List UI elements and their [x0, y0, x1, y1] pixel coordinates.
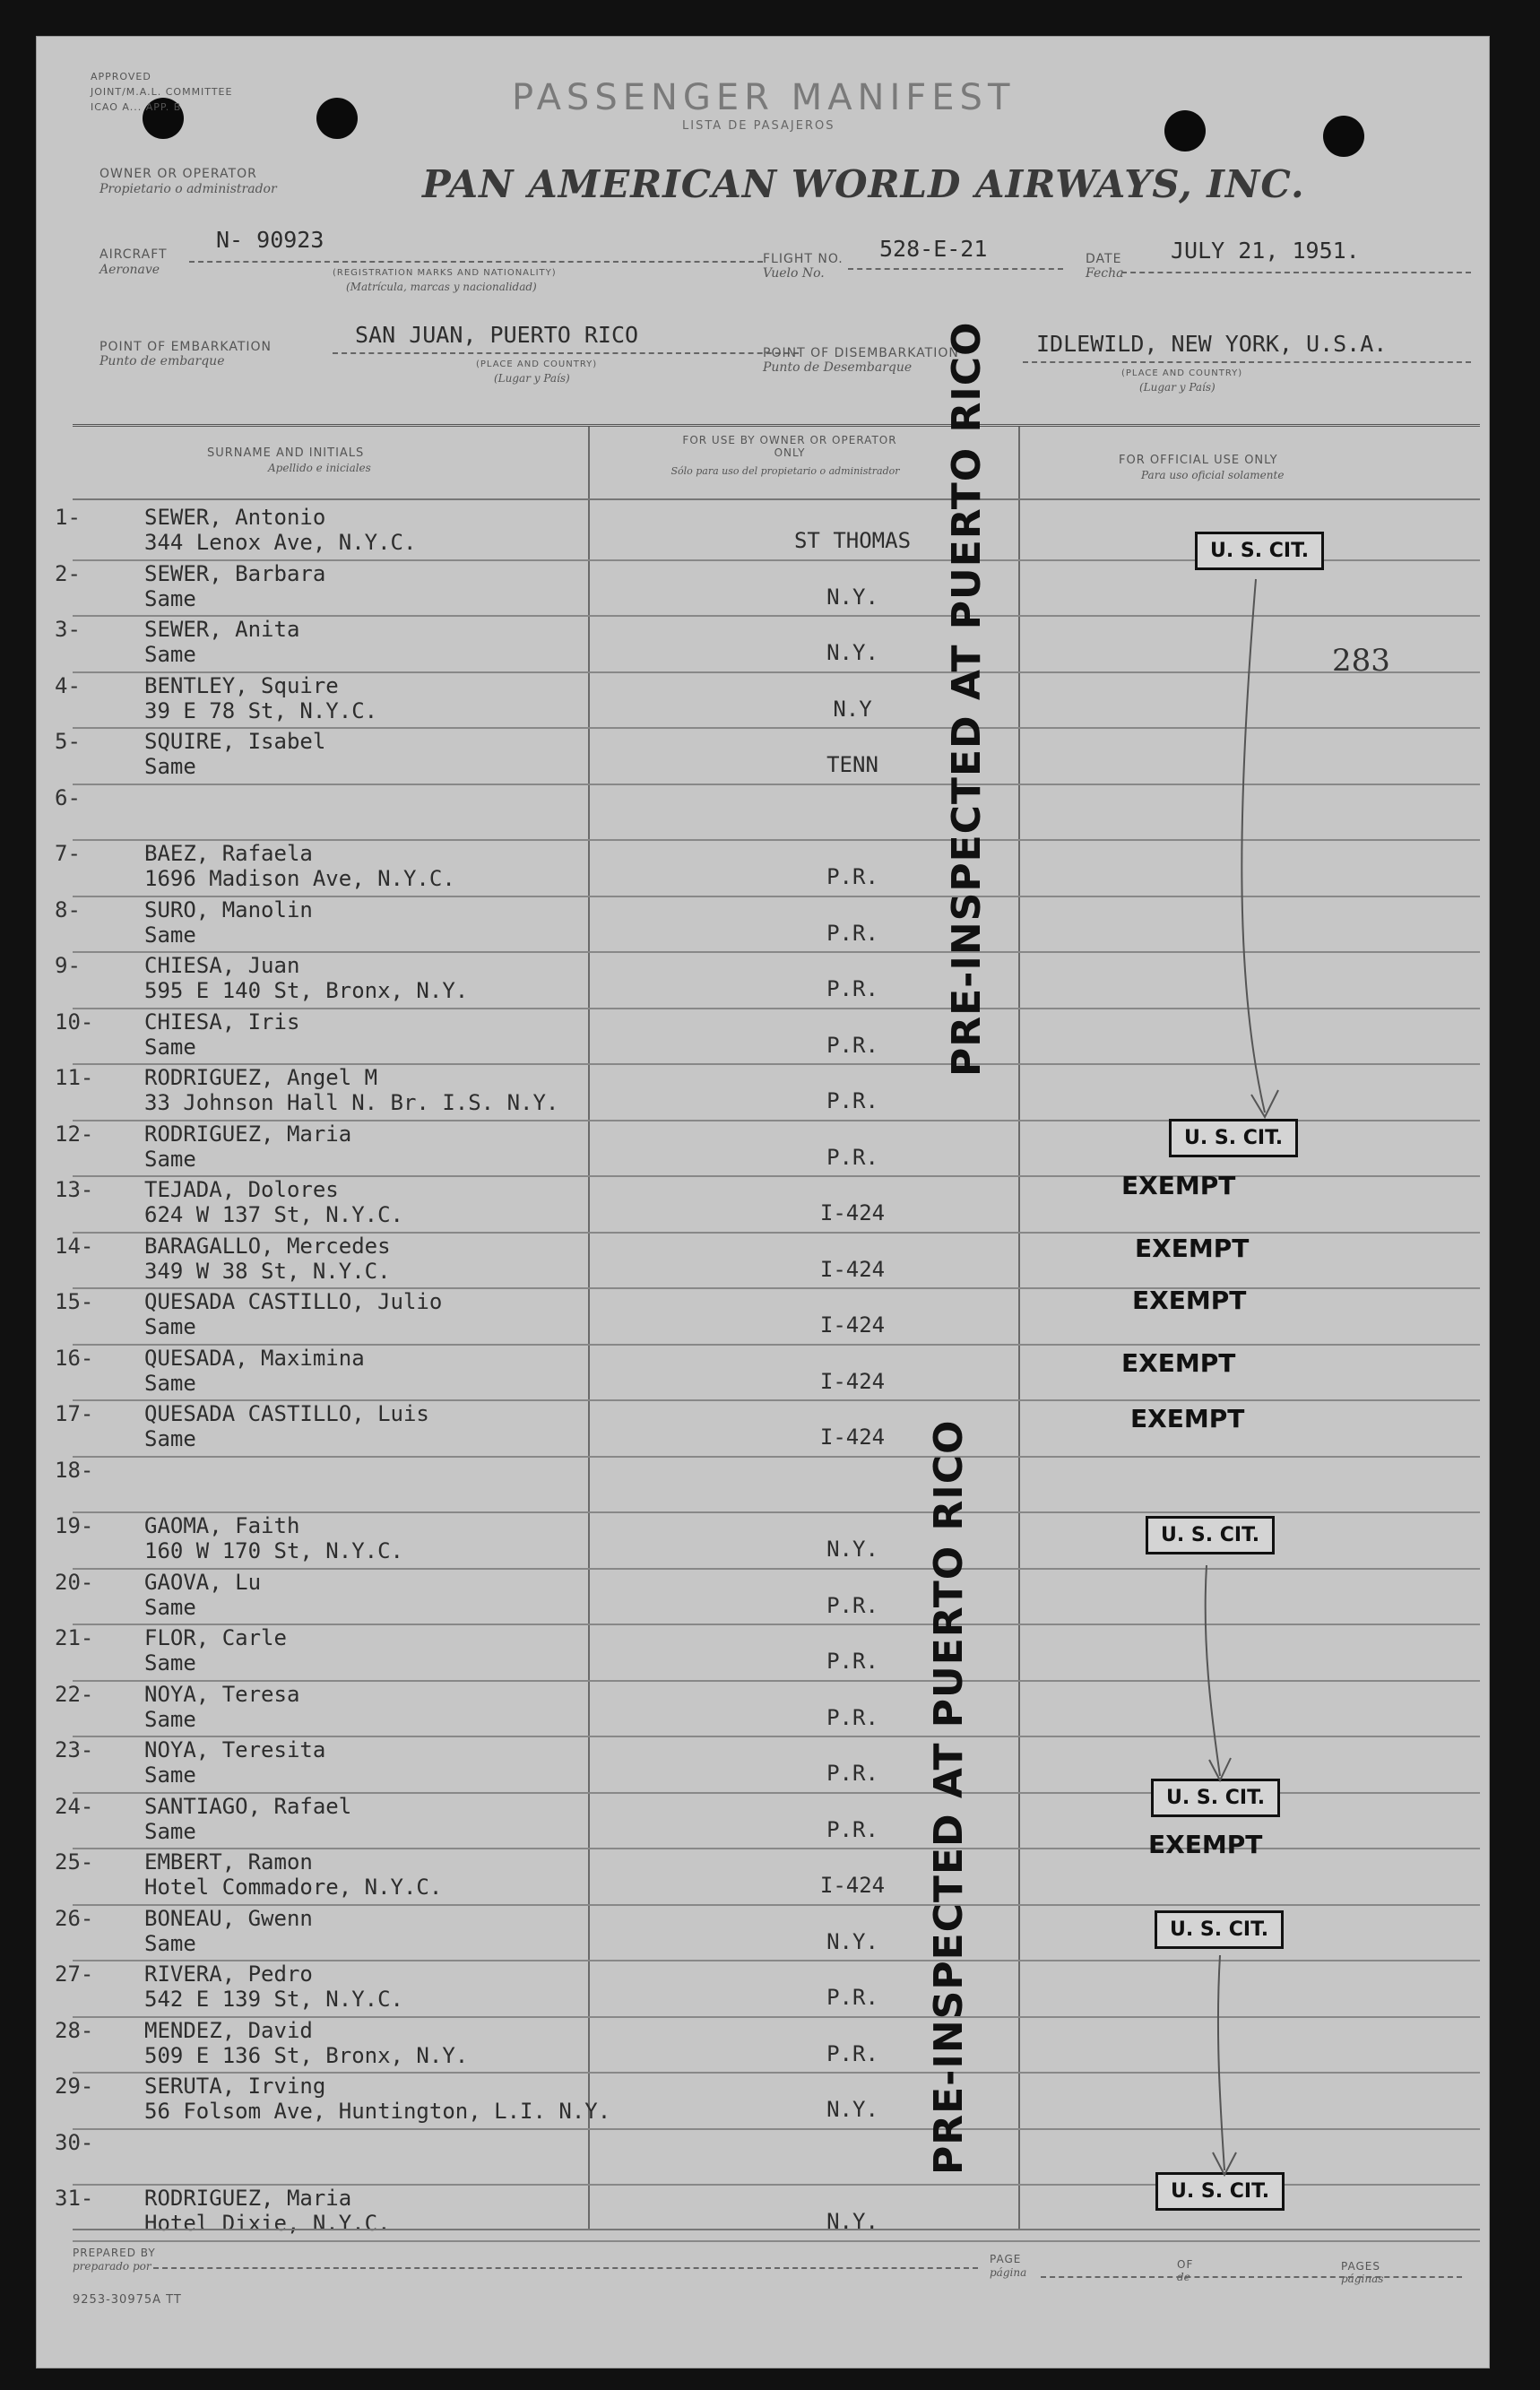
owner-label-es: Propietario o administrador — [99, 182, 277, 196]
passenger-address: Same — [144, 754, 196, 779]
arrow-line — [1193, 1951, 1265, 2179]
us-cit-stamp: U. S. CIT. — [1151, 1779, 1280, 1817]
embark-place-label: (PLACE AND COUNTRY) — [476, 359, 598, 369]
passenger-address: 1696 Madison Ave, N.Y.C. — [144, 866, 455, 891]
count-note: 283 — [1332, 643, 1390, 679]
exempt-stamp: EXEMPT — [1121, 1348, 1236, 1378]
date-label-es: Fecha — [1086, 266, 1124, 281]
aircraft-value: N- 90923 — [216, 227, 324, 253]
passenger-address: 344 Lenox Ave, N.Y.C. — [144, 530, 417, 555]
manifest-sheet — [36, 36, 1490, 2368]
passenger-name: CHIESA, Juan — [144, 953, 300, 978]
punch-hole — [316, 98, 358, 139]
passenger-number: 9- — [55, 953, 81, 978]
passenger-number: 16- — [55, 1345, 94, 1371]
footer-rule — [73, 2229, 1480, 2230]
passenger-destination: N.Y. — [826, 2209, 878, 2234]
disembark-place-label: (PLACE AND COUNTRY) — [1121, 368, 1243, 378]
column-header-owner-es: Sólo para uso del propietario o administrador — [671, 465, 900, 477]
passenger-destination: P.R. — [826, 1761, 878, 1786]
passenger-number: 23- — [55, 1737, 94, 1762]
of-label-es: de — [1177, 2271, 1190, 2283]
passenger-address: Same — [144, 1818, 196, 1844]
passenger-destination: I-424 — [819, 1312, 886, 1338]
passenger-destination: N.Y. — [826, 1928, 878, 1954]
passenger-number: 4- — [55, 672, 81, 698]
passenger-address: 624 W 137 St, N.Y.C. — [144, 1202, 403, 1227]
airline-name: PAN AMERICAN WORLD AIRWAYS, INC. — [422, 162, 1305, 206]
passenger-destination: I-424 — [819, 1873, 886, 1898]
passenger-name: QUESADA, Maximina — [144, 1345, 365, 1371]
exempt-stamp: EXEMPT — [1148, 1830, 1263, 1859]
manifest-subtitle: LISTA DE PASAJEROS — [682, 119, 835, 133]
passenger-address: Same — [144, 1594, 196, 1620]
passenger-name: RODRIGUEZ, Maria — [144, 1121, 352, 1147]
passenger-number: 29- — [55, 2074, 94, 2099]
passenger-number: 11- — [55, 1065, 94, 1090]
passenger-name: RODRIGUEZ, Angel M — [144, 1065, 378, 1090]
column-header-names-es: Apellido e iniciales — [268, 462, 371, 474]
owner-label: OWNER OR OPERATOR — [99, 167, 257, 181]
passenger-name: GAOVA, Lu — [144, 1569, 262, 1595]
disembark-underline — [1023, 361, 1471, 363]
date-underline — [1121, 272, 1471, 273]
passenger-destination: I-424 — [819, 1368, 886, 1394]
passenger-address: Same — [144, 1706, 196, 1732]
passenger-destination: N.Y — [833, 696, 872, 722]
passenger-destination: N.Y. — [826, 2097, 878, 2122]
passenger-number: 30- — [55, 2129, 94, 2155]
column-header-official: FOR OFFICIAL USE ONLY — [1119, 454, 1278, 467]
passenger-destination: I-424 — [819, 1200, 886, 1225]
passenger-name: SEWER, Barbara — [144, 560, 326, 586]
approved-note-committee: JOINT/M.A.L. COMMITTEE — [91, 86, 233, 98]
embark-place-label-es: (Lugar y País) — [494, 372, 570, 385]
embark-underline — [333, 352, 799, 354]
flight-value: 528-E-21 — [879, 236, 988, 262]
passenger-name: TEJADA, Dolores — [144, 1177, 339, 1202]
passenger-name: BONEAU, Gwenn — [144, 1905, 313, 1931]
passenger-name: QUESADA CASTILLO, Luis — [144, 1401, 429, 1426]
table-top-rule — [73, 424, 1480, 427]
passenger-name: RODRIGUEZ, Maria — [144, 2186, 352, 2211]
punch-hole — [1164, 110, 1206, 152]
page-label: PAGE — [990, 2253, 1022, 2265]
passenger-destination: I-424 — [819, 1256, 886, 1282]
passenger-destination: P.R. — [826, 2040, 878, 2066]
passenger-address: Same — [144, 585, 196, 611]
passenger-number: 1- — [55, 505, 81, 530]
passenger-destination: P.R. — [826, 1649, 878, 1674]
passenger-number: 5- — [55, 729, 81, 754]
passenger-name: QUESADA CASTILLO, Julio — [144, 1289, 443, 1314]
passenger-destination: N.Y. — [826, 1537, 878, 1562]
passenger-number: 28- — [55, 2017, 94, 2043]
of-label: OF — [1177, 2258, 1194, 2271]
passenger-destination: P.R. — [826, 976, 878, 1001]
passenger-number: 14- — [55, 1233, 94, 1259]
prepared-underline — [153, 2267, 978, 2269]
passenger-number: 12- — [55, 1121, 94, 1147]
passenger-name: SERUTA, Irving — [144, 2074, 326, 2099]
row-divider — [73, 1568, 1480, 1570]
exempt-stamp: EXEMPT — [1121, 1171, 1236, 1200]
passenger-address: Same — [144, 1930, 196, 1956]
embark-value: SAN JUAN, PUERTO RICO — [355, 322, 639, 348]
flight-label: FLIGHT NO. — [763, 252, 844, 266]
passenger-address: 595 E 140 St, Bronx, N.Y. — [144, 978, 469, 1003]
passenger-number: 6- — [55, 784, 81, 810]
exempt-stamp: EXEMPT — [1135, 1234, 1250, 1263]
registration-label: (REGISTRATION MARKS AND NATIONALITY) — [333, 268, 557, 278]
us-cit-stamp: U. S. CIT. — [1155, 1910, 1284, 1949]
passenger-name: MENDEZ, David — [144, 2017, 313, 2043]
embark-label-es: Punto de embarque — [99, 354, 225, 368]
passenger-destination: P.R. — [826, 920, 878, 946]
passenger-address: Same — [144, 1426, 196, 1451]
passenger-name: FLOR, Carle — [144, 1625, 287, 1650]
passenger-name: GAOMA, Faith — [144, 1513, 300, 1538]
passenger-name: SURO, Manolin — [144, 896, 313, 922]
pages-label: PAGES — [1341, 2260, 1380, 2273]
passenger-number: 10- — [55, 1009, 94, 1035]
passenger-address: Same — [144, 1034, 196, 1060]
passenger-address: 33 Johnson Hall N. Br. I.S. N.Y. — [144, 1090, 559, 1115]
punch-hole — [1323, 116, 1364, 157]
column-header-owner: FOR USE BY OWNER OR OPERATOR ONLY — [682, 434, 897, 459]
passenger-address: 39 E 78 St, N.Y.C. — [144, 697, 378, 723]
passenger-name: RIVERA, Pedro — [144, 1961, 313, 1987]
passenger-destination: P.R. — [826, 1816, 878, 1842]
preinspected-stamp: PRE-INSPECTED AT PUERTO RICO — [944, 321, 990, 1077]
passenger-number: 18- — [55, 1457, 94, 1483]
flight-label-es: Vuelo No. — [763, 266, 825, 281]
passenger-destination: N.Y. — [826, 584, 878, 610]
embark-label: POINT OF EMBARKATION — [99, 340, 273, 354]
passenger-destination: P.R. — [826, 1144, 878, 1170]
flight-underline — [848, 268, 1063, 270]
us-cit-stamp: U. S. CIT. — [1169, 1119, 1298, 1157]
passenger-name: BARAGALLO, Mercedes — [144, 1233, 391, 1259]
prepared-label-es: preparado por — [73, 2260, 151, 2273]
passenger-destination: N.Y. — [826, 640, 878, 665]
passenger-number: 25- — [55, 1849, 94, 1875]
aircraft-label: AIRCRAFT — [99, 247, 168, 262]
approved-note-icao: ICAO A... APP. B — [91, 101, 182, 113]
passenger-destination: P.R. — [826, 1985, 878, 2010]
passenger-address: 542 E 139 St, N.Y.C. — [144, 1987, 403, 2012]
disembark-place-label-es: (Lugar y País) — [1139, 381, 1216, 394]
passenger-number: 3- — [55, 617, 81, 642]
exempt-stamp: EXEMPT — [1130, 1404, 1245, 1433]
passenger-address: Same — [144, 1762, 196, 1788]
page-underline — [1041, 2276, 1462, 2278]
manifest-title: PASSENGER MANIFEST — [512, 77, 1016, 118]
column-divider-1 — [588, 427, 590, 2229]
us-cit-stamp: U. S. CIT. — [1155, 2172, 1285, 2211]
passenger-address: Hotel Commadore, N.Y.C. — [144, 1875, 443, 1900]
passenger-number: 15- — [55, 1289, 94, 1314]
passenger-number: 17- — [55, 1401, 94, 1426]
passenger-address: Same — [144, 1370, 196, 1396]
passenger-address: Same — [144, 642, 196, 667]
date-value: JULY 21, 1951. — [1171, 238, 1360, 264]
disembark-label-es: Punto de Desembarque — [763, 360, 913, 375]
passenger-name: BAEZ, Rafaela — [144, 841, 313, 866]
aircraft-label-es: Aeronave — [99, 263, 160, 277]
column-header-rule — [73, 498, 1480, 500]
passenger-number: 19- — [55, 1513, 94, 1538]
passenger-number: 26- — [55, 1905, 94, 1931]
exempt-stamp: EXEMPT — [1132, 1286, 1247, 1315]
passenger-number: 8- — [55, 896, 81, 922]
us-cit-stamp: U. S. CIT. — [1195, 532, 1324, 570]
prepared-label: PREPARED BY — [73, 2247, 156, 2259]
passenger-destination: P.R. — [826, 1032, 878, 1058]
passenger-address: 56 Folsom Ave, Huntington, L.I. N.Y. — [144, 2099, 611, 2124]
pages-label-es: páginas — [1341, 2273, 1384, 2285]
row-divider — [73, 2240, 1480, 2242]
approved-note: APPROVED — [91, 71, 151, 82]
passenger-number: 24- — [55, 1793, 94, 1819]
passenger-name: EMBERT, Ramon — [144, 1849, 313, 1875]
disembark-label: POINT OF DISEMBARKATION — [763, 346, 959, 360]
passenger-address: 160 W 170 St, N.Y.C. — [144, 1538, 403, 1563]
passenger-address: Same — [144, 1146, 196, 1172]
column-header-names: SURNAME AND INITIALS — [207, 446, 365, 460]
form-number: 9253-30975A TT — [73, 2293, 182, 2307]
column-header-official-es: Para uso oficial solamente — [1141, 469, 1285, 481]
passenger-name: CHIESA, Iris — [144, 1009, 300, 1035]
passenger-number: 22- — [55, 1681, 94, 1707]
passenger-address: 349 W 38 St, N.Y.C. — [144, 1258, 391, 1284]
preinspected-stamp: PRE-INSPECTED AT PUERTO RICO — [926, 1419, 972, 2175]
passenger-name: SEWER, Antonio — [144, 505, 326, 530]
passenger-number: 31- — [55, 2186, 94, 2211]
us-cit-stamp: U. S. CIT. — [1146, 1516, 1275, 1554]
passenger-destination: P.R. — [826, 1704, 878, 1730]
aircraft-underline — [189, 261, 763, 263]
passenger-address: Hotel Dixie, N.Y.C. — [144, 2211, 391, 2236]
passenger-name: SQUIRE, Isabel — [144, 729, 326, 754]
passenger-number: 21- — [55, 1625, 94, 1650]
column-divider-2 — [1018, 427, 1020, 2229]
passenger-number: 2- — [55, 560, 81, 586]
passenger-number: 27- — [55, 1961, 94, 1987]
passenger-address: Same — [144, 1314, 196, 1339]
passenger-name: NOYA, Teresita — [144, 1737, 326, 1762]
row-divider — [73, 1456, 1480, 1458]
passenger-destination: TENN — [826, 752, 878, 777]
passenger-number: 20- — [55, 1569, 94, 1595]
passenger-number: 13- — [55, 1177, 94, 1202]
passenger-destination: ST THOMAS — [793, 528, 912, 553]
page-label-es: página — [990, 2266, 1027, 2279]
passenger-name: NOYA, Teresa — [144, 1681, 300, 1707]
passenger-destination: P.R. — [826, 864, 878, 889]
passenger-destination: P.R. — [826, 1592, 878, 1618]
passenger-destination: P.R. — [826, 1088, 878, 1113]
row-divider — [73, 2128, 1480, 2130]
arrow-line — [1184, 1561, 1256, 1785]
passenger-address: 509 E 136 St, Bronx, N.Y. — [144, 2042, 469, 2068]
passenger-name: SANTIAGO, Rafael — [144, 1793, 352, 1819]
passenger-address: Same — [144, 922, 196, 948]
passenger-name: SEWER, Anita — [144, 617, 300, 642]
arrow-line — [1229, 575, 1301, 1130]
passenger-name: BENTLEY, Squire — [144, 672, 339, 698]
date-label: DATE — [1086, 252, 1122, 266]
passenger-number: 7- — [55, 841, 81, 866]
passenger-destination: I-424 — [819, 1424, 886, 1450]
registration-label-es: (Matrícula, marcas y nacionalidad) — [346, 281, 537, 293]
disembark-value: IDLEWILD, NEW YORK, U.S.A. — [1036, 331, 1388, 357]
passenger-address: Same — [144, 1650, 196, 1676]
